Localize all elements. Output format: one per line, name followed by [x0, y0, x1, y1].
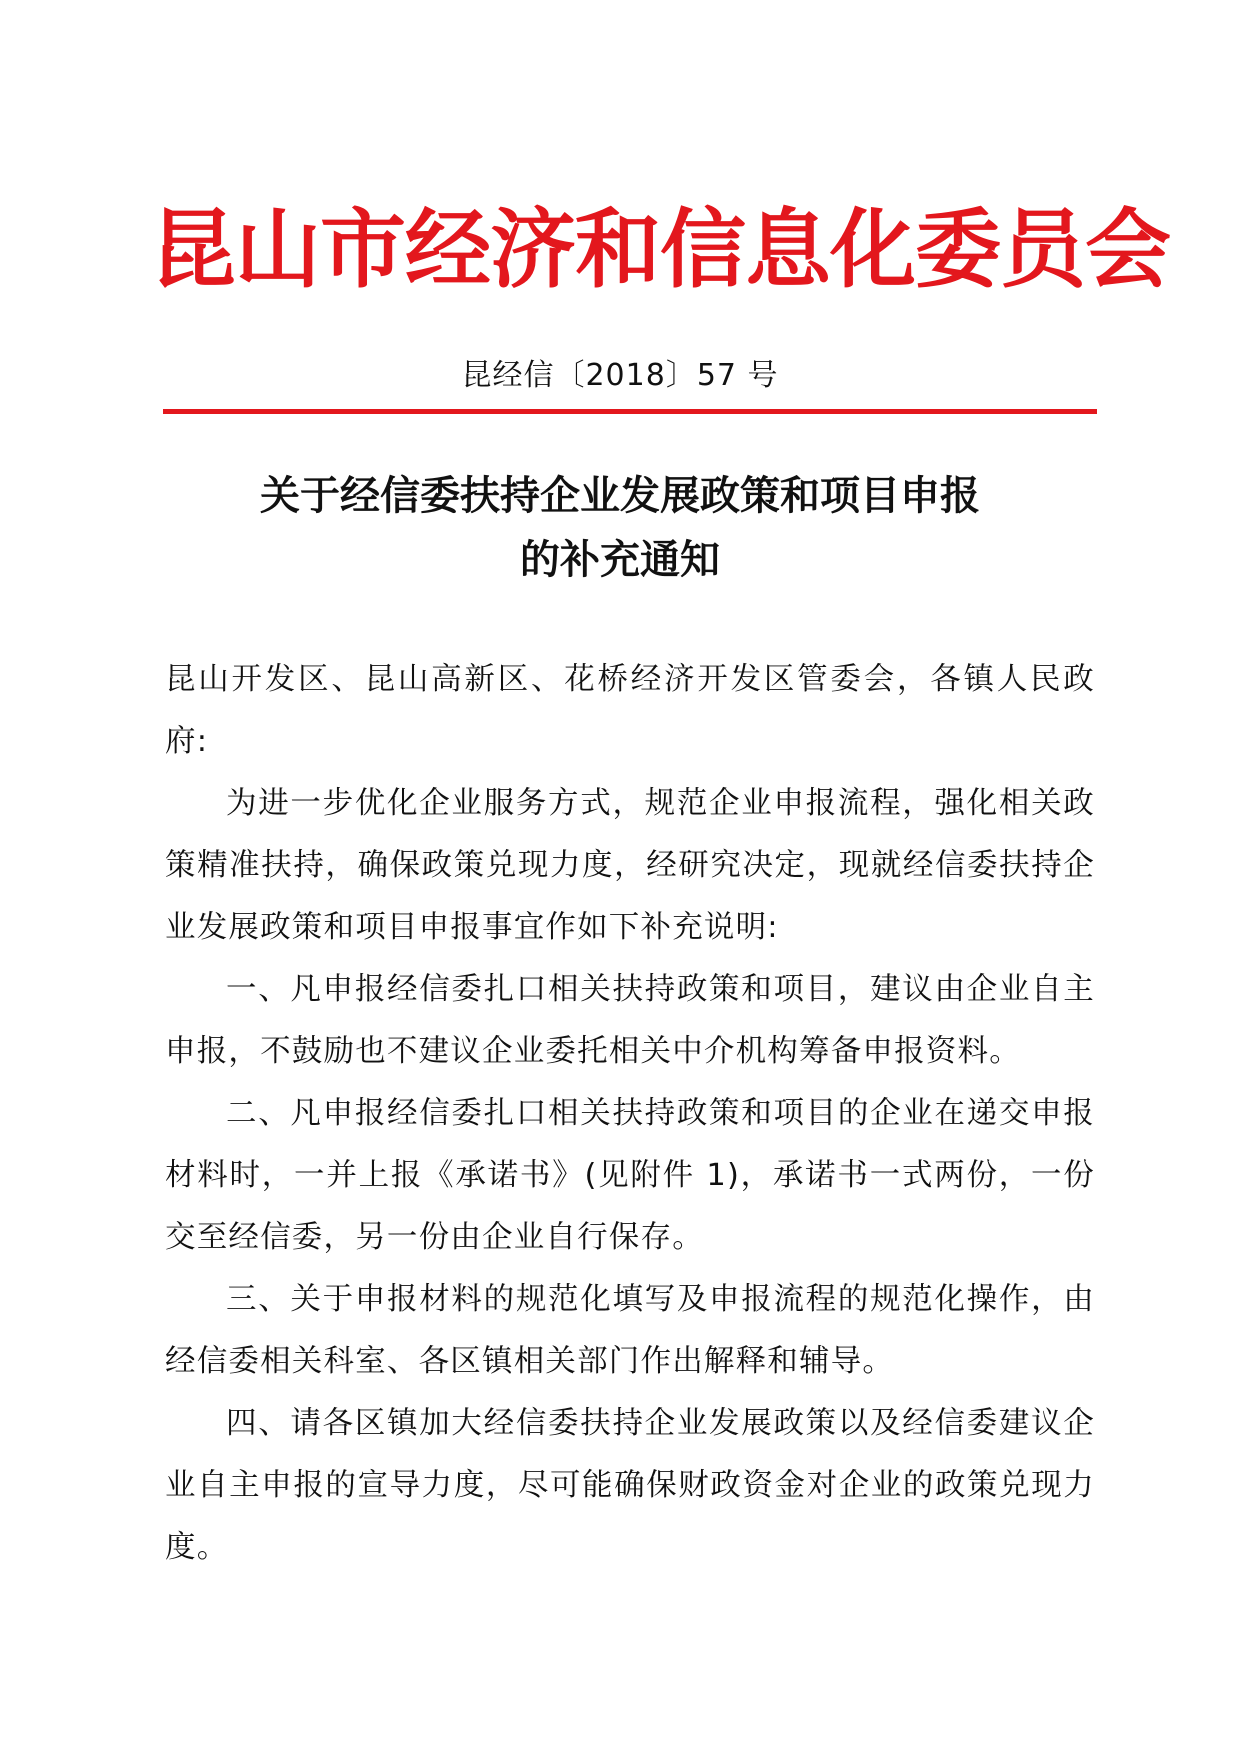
issuing-organization-header: 昆山市经济和信息化委员会 [150, 199, 1170, 300]
recipients-line: 昆山开发区、昆山高新区、花桥经济开发区管委会，各镇人民政府: [165, 662, 1095, 759]
document-title-line-1: 关于经信委扶持企业发展政策和项目申报 [260, 472, 980, 519]
body-paragraph-item-1: 一、凡申报经信委扎口相关扶持政策和项目，建议由企业自主申报，不鼓励也不建议企业委托相关中介机构筹备申报资料。 [165, 972, 1095, 1069]
document-title [150, 464, 1090, 592]
body-paragraph-item-4: 四、请各区镇加大经信委扶持企业发展政策以及经信委建议企业自主申报的宣导力度，尽可能确保财政资金对企业的政策兑现力度。 [165, 1406, 1095, 1565]
document-body [165, 649, 1095, 1579]
body-paragraph-item-3: 三、关于申报材料的规范化填写及申报流程的规范化操作，由经信委相关科室、各区镇相关部门作出解释和辅导。 [165, 1282, 1095, 1379]
body-paragraph-intro: 为进一步优化企业服务方式，规范企业申报流程，强化相关政策精准扶持，确保政策兑现力度，经研究决定，现就经信委扶持企业发展政策和项目申报事宜作如下补充说明: [165, 786, 1095, 945]
red-divider-line [163, 409, 1097, 414]
document-title-line-2: 的补充通知 [520, 536, 720, 583]
body-paragraph-item-2: 二、凡申报经信委扎口相关扶持政策和项目的企业在递交申报材料时，一并上报《承诺书》(见附件 1)，承诺书一式两份，一份交至经信委，另一份由企业自行保存。 [165, 1096, 1095, 1255]
document-number: 昆经信〔2018〕57 号 [461, 358, 779, 393]
